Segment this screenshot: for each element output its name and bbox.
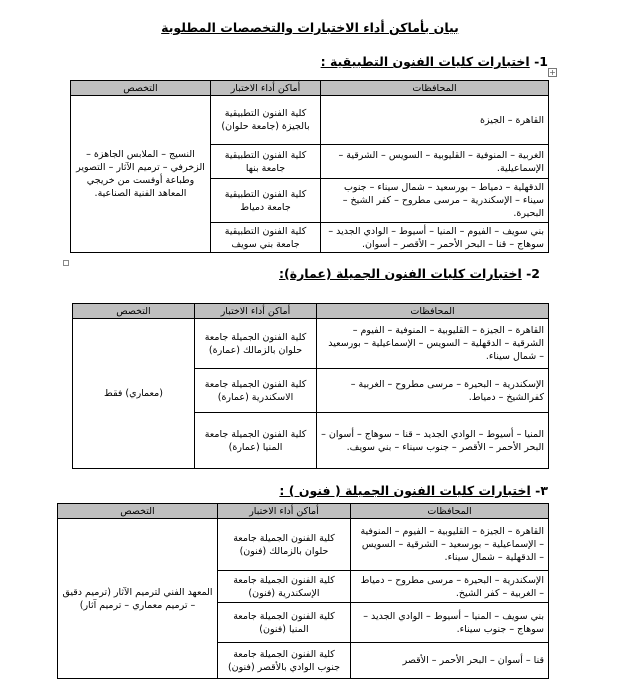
header-governorates: المحافظات bbox=[351, 504, 549, 519]
cell-location: كلية الفنون التطبيقية جامعة دمياط bbox=[211, 179, 321, 223]
cell-governorates: الإسكندرية – البحيرة – مرسى مطروح – الغربية – كفرالشيخ – دمياط. bbox=[317, 369, 549, 413]
cell-location: كلية الفنون الجميلة جامعة المنيا (عمارة) bbox=[195, 413, 317, 469]
cell-specialization: (معماري) فقط bbox=[73, 319, 195, 469]
cell-specialization: المعهد الفني لترميم الآثار (ترميم دقيق – ترميم معماري – ترميم آثار) bbox=[58, 519, 218, 679]
cell-location: كلية الفنون التطبيقية جامعة بني سويف bbox=[211, 223, 321, 253]
cell-governorates: القاهرة – الجيزة – القليوبية – الفيوم – المنوفية – الإسماعيلية – بورسعيد – الشرقية – السويس – الدقهلية – شمال سيناء. bbox=[351, 519, 549, 571]
header-specialization: التخصص bbox=[73, 304, 195, 319]
section-2-heading bbox=[279, 266, 540, 281]
header-locations: أماكن أداء الاختبار bbox=[218, 504, 351, 519]
cell-governorates: الإسكندرية – البحيرة – مرسى مطروح – دمياط – الغربية – كفر الشيخ. bbox=[351, 571, 549, 603]
header-specialization: التخصص bbox=[58, 504, 218, 519]
section-number: 1- bbox=[534, 54, 548, 69]
section-title: اختبارات كليات الفنون الجميلة (عمارة): bbox=[279, 266, 522, 281]
header-locations: أماكن أداء الاختبار bbox=[211, 81, 321, 96]
cell-governorates: بني سويف – الفيوم – المنيا – أسيوط – الوادي الجديد – سوهاج – قنا – البحر الأحمر – الأقصر – أسوان. bbox=[321, 223, 549, 253]
header-governorates: المحافظات bbox=[321, 81, 549, 96]
table-architecture bbox=[72, 303, 549, 469]
section-number: 2- bbox=[526, 266, 540, 281]
page-title: بيان بأماكن أداء الاختبارات والتخصصات المطلوبة bbox=[161, 20, 459, 35]
cell-location: كلية الفنون الجميلة جامعة حلوان بالزمالك (فنون) bbox=[218, 519, 351, 571]
table-resize-handle[interactable] bbox=[63, 260, 69, 266]
cell-specialization: النسيج – الملابس الجاهزة – الزخرفي – ترميم الآثار – التصوير وطباعة أوفست من خريجي المعاهد الفنية الصناعية. bbox=[71, 96, 211, 253]
cell-governorates: المنيا – أسيوط – الوادي الجديد – قنا – سوهاج – أسوان – البحر الأحمر – الأقصر – جنوب سيناء – بني سويف. bbox=[317, 413, 549, 469]
header-governorates: المحافظات bbox=[317, 304, 549, 319]
table-applied-arts bbox=[70, 80, 549, 253]
cell-governorates: بني سويف – المنيا – أسيوط – الوادي الجديد – سوهاج – جنوب سيناء. bbox=[351, 603, 549, 643]
section-title: اختبارات كليات الفنون التطبيقية : bbox=[320, 54, 530, 69]
cell-governorates: القاهرة – الجيزة – القليوبية – المنوفية – الفيوم – الشرقية – الدقهلية – السويس – الإسماعيلية – بورسعيد – شمال سيناء. bbox=[317, 319, 549, 369]
table-fine-arts bbox=[57, 503, 549, 679]
cell-location: كلية الفنون التطبيقية بالجيزة (جامعة حلوان) bbox=[211, 96, 321, 145]
header-locations: أماكن أداء الاختبار bbox=[195, 304, 317, 319]
header-specialization: التخصص bbox=[71, 81, 211, 96]
cell-location: كلية الفنون الجميلة جامعة حلوان بالزمالك (عمارة) bbox=[195, 319, 317, 369]
cell-governorates: الغربية – المنوفية – القليوبية – السويس – الشرقية – الإسماعيلية. bbox=[321, 145, 549, 179]
section-number: ٣- bbox=[535, 483, 548, 498]
cell-location: كلية الفنون الجميلة جامعة الاسكندرية (عمارة) bbox=[195, 369, 317, 413]
cell-location: كلية الفنون الجميلة جامعة الإسكندرية (فنون) bbox=[218, 571, 351, 603]
section-1-heading bbox=[321, 54, 548, 69]
cell-governorates: القاهرة – الجيزة bbox=[321, 96, 549, 145]
cell-governorates: الدقهلية – دمياط – بورسعيد – شمال سيناء – جنوب سيناء – الإسكندرية – مرسى مطروح – كفر الشيخ – البحيرة. bbox=[321, 179, 549, 223]
section-title: اختبارات كليات الفنون الجميلة ( فنون ) : bbox=[279, 483, 531, 498]
section-3-heading bbox=[279, 483, 548, 498]
cell-location: كلية الفنون الجميلة جامعة المنيا (فنون) bbox=[218, 603, 351, 643]
table-move-handle[interactable]: + bbox=[549, 68, 556, 77]
cell-location: كلية الفنون الجميلة جامعة جنوب الوادي بالأقصر (فنون) bbox=[218, 643, 351, 679]
cell-location: كلية الفنون التطبيقية جامعة بنها bbox=[211, 145, 321, 179]
cell-governorates: قنا – أسوان – البحر الأحمر – الأقصر bbox=[351, 643, 549, 679]
